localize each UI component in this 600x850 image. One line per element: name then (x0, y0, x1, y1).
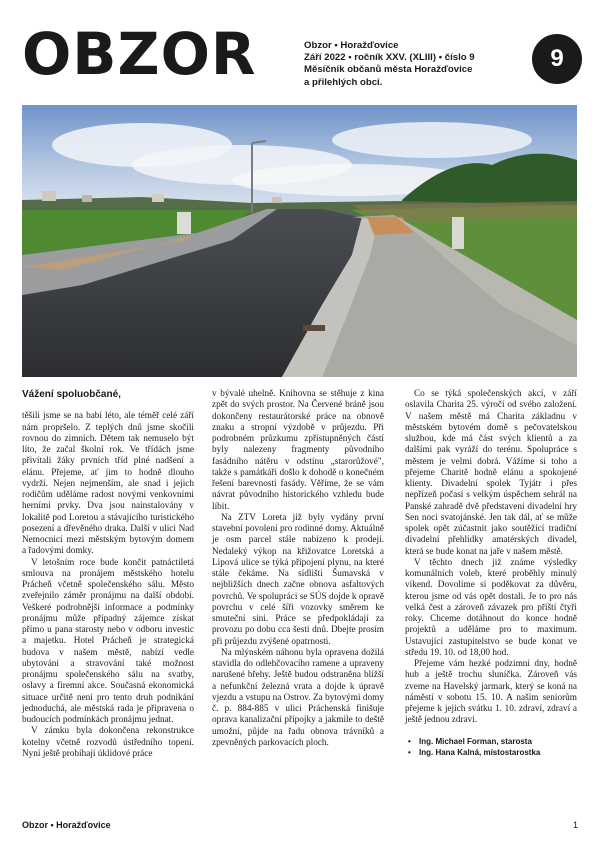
issue-info (304, 40, 509, 89)
article-paragraph: Na mlýnském náhonu byla opravena dožilá stavidla do odlehčovacího ramene a upraveny narušené břehy. Ještě budou odstraněna bližší a nefunkční železná vrata a dojde k úpravě vjezdu a vstupu na Ostrov. Za bytovými domy č. p. 884-885 v ulici Práchenská finišuje oprava kanalizační přípojky a jakmile to deště umožní, půjde na řadu obnova trávníků a zpevněných parkovacích ploch. (212, 647, 384, 748)
footer-publication: Obzor • Horažďovice (22, 820, 111, 830)
article-paragraph: Co se týká společenských akcí, v září oslavila Charita 25. výročí od svého založení. V našem městě má Charita základnu v městském bytovém domě s pečovatelskou službou, kde má část svých klientů a za dalšími pak vyráží do terénu. Spolupráce s městem je velmi dobrá. Vážíme si toho a přejeme Charitě hodně elánu a spokojené klienty. Divadelní spolek Tyjátr i přes nepřízeň počasí s velkým úspěchem sehrál na Panské zahradě dvě představení divadelní hry Sen noci svatojánské. Jen tak dál, ať se může spolek opět zúčastnit jako soutěžící tradiční divadelní přehlídky amatérských divadel, která se bude konat na jaře v našem městě. (405, 389, 577, 557)
article-column-2 (212, 389, 384, 749)
article-paragraph: Přejeme vám hezké podzimní dny, hodně hub a ještě trochu sluníčka. Zároveň vás zveme na Havelský jarmark, který se koná na náměstí v sobotu 15. 10. A našim seniorům přejeme k jejich svátku 1. 10. zdraví, zdraví a ještě jednou zdraví. (405, 659, 577, 726)
article-greeting: Vážení spoluobčané, (22, 389, 121, 400)
signature: • Ing. Michael Forman, starosta (405, 736, 577, 747)
logo: OBZOR (22, 20, 257, 88)
issue-line: a přilehlých obcí. (304, 76, 383, 88)
article-columns (22, 389, 578, 807)
masthead (22, 18, 582, 88)
page-footer (22, 820, 578, 834)
issue-line: Měsíčník občanů města Horažďovice (304, 64, 473, 76)
article-paragraph: Na ZTV Loreta již byly vydány první stavební povolení pro rodinné domy. Aktuálně je osm parcel stále nabízeno k prodeji. Nedaleký výkop na křižovatce Loretská a Lipová ulice se týká připojení plynu, na které stále čekáme. Na sídlišti Šumavská v nejbližších dnech začne obnova asfaltových povrchů. Ve spolupráci se SÚS dojde k opravě povrchu v celé šíři vozovky směrem ke smuteční síni. Práce se předpokládají za provozu po dobu cca šesti dnů. Dbejte prosím při průjezdu zvýšené opatrnosti. (212, 512, 384, 647)
article-column-3 (405, 389, 577, 758)
signature: • Ing. Hana Kalná, místostarostka (405, 747, 577, 758)
article-paragraph: V letošním roce bude končit patnáctiletá smlouva na pronájem městského hotelu Prácheň včetně společenského sálu. Město zveřejnilo záměr pronájmu na další období. Veškeré podrobnější informace a podmínky pronájmu může případný zájemce získat přímo u pana starosty nebo v odboru investic a majetku. Hotel Prácheň je strategická budova v našem městě, nabízí vedle ubytování a stravování také možnost pronájmu společenského sálu na svatby, oslavy a firemní akce. Současná ekonomická situace určitě není pro tento druh podnikání jednoduchá, ale městská rada je připravena o budoucích podmínkách pronájmu jednat. (22, 557, 194, 725)
signatures (405, 736, 577, 758)
issue-number-badge: 9 (532, 34, 582, 84)
article-paragraph: těšili jsme se na babí léto, ale téměř celé září nám propršelo. Z teplých dnů jsme skočili rovnou do zimních. Dětem tak nemuselo být líto, že začal školní rok. Ve třídách jsme přivítali žáky prvních tříd plné nadšení a elánu. Přejeme, ať jim to hodně dlouho vydrží. Nejen nejmenším, ale snad i jejich rodičům uděláme radost novými venkovními herními prvky. Dva jsou nainstalovány v lokalitě pod Loretou a stávajícího turistického posezení a dřevěného draka. Další v ulici Nad Nemocnicí mezi městským bytovým domem a řadovými domky. (22, 411, 194, 557)
article-column-1 (22, 389, 194, 760)
issue-line: Obzor • Horažďovice (304, 40, 399, 51)
issue-line: Září 2022 • ročník XXV. (XLIII) • číslo 9 (304, 52, 475, 64)
page-number: 1 (572, 820, 578, 830)
article-paragraph: V těchto dnech již známe výsledky komunálních voleb, které proběhly minulý víkend. Dovolíme si poděkovat za důvěru, kterou jsme od vás opět dostali. Je to pro nás velká čest a zároveň závazek pro příští čtyři roky. Chceme dotáhnout do konce hodně projektů a uděláme pro to maximum. Ustavující zastupitelstvo se bude konat ve středu 19. 10. od 18,00 hod. (405, 557, 577, 658)
article-paragraph: v bývalé uhelně. Knihovna se stěhuje z kina zpět do svých prostor. Na Červené bráně jsou dokončeny restaurátorské práce na obnově znaku a stropní výzdobě v průjezdu. Při podrobném průzkumu zpřístupněných částí byly nalezeny fragmenty původního fasádního nátěru v odstínu „starorůžové", takže s památkáři došlo k dohodě o konečném řešení barevnosti fasády. Věříme, že se vám návrat původního historického vzhledu bude líbit. (212, 389, 384, 512)
road-with-sidewalks-photo (22, 105, 577, 377)
article-paragraph: V zámku byla dokončena rekonstrukce kotelny včetně rozvodů ústředního topení. Nyní ještě probíhají úklidové práce (22, 726, 194, 759)
